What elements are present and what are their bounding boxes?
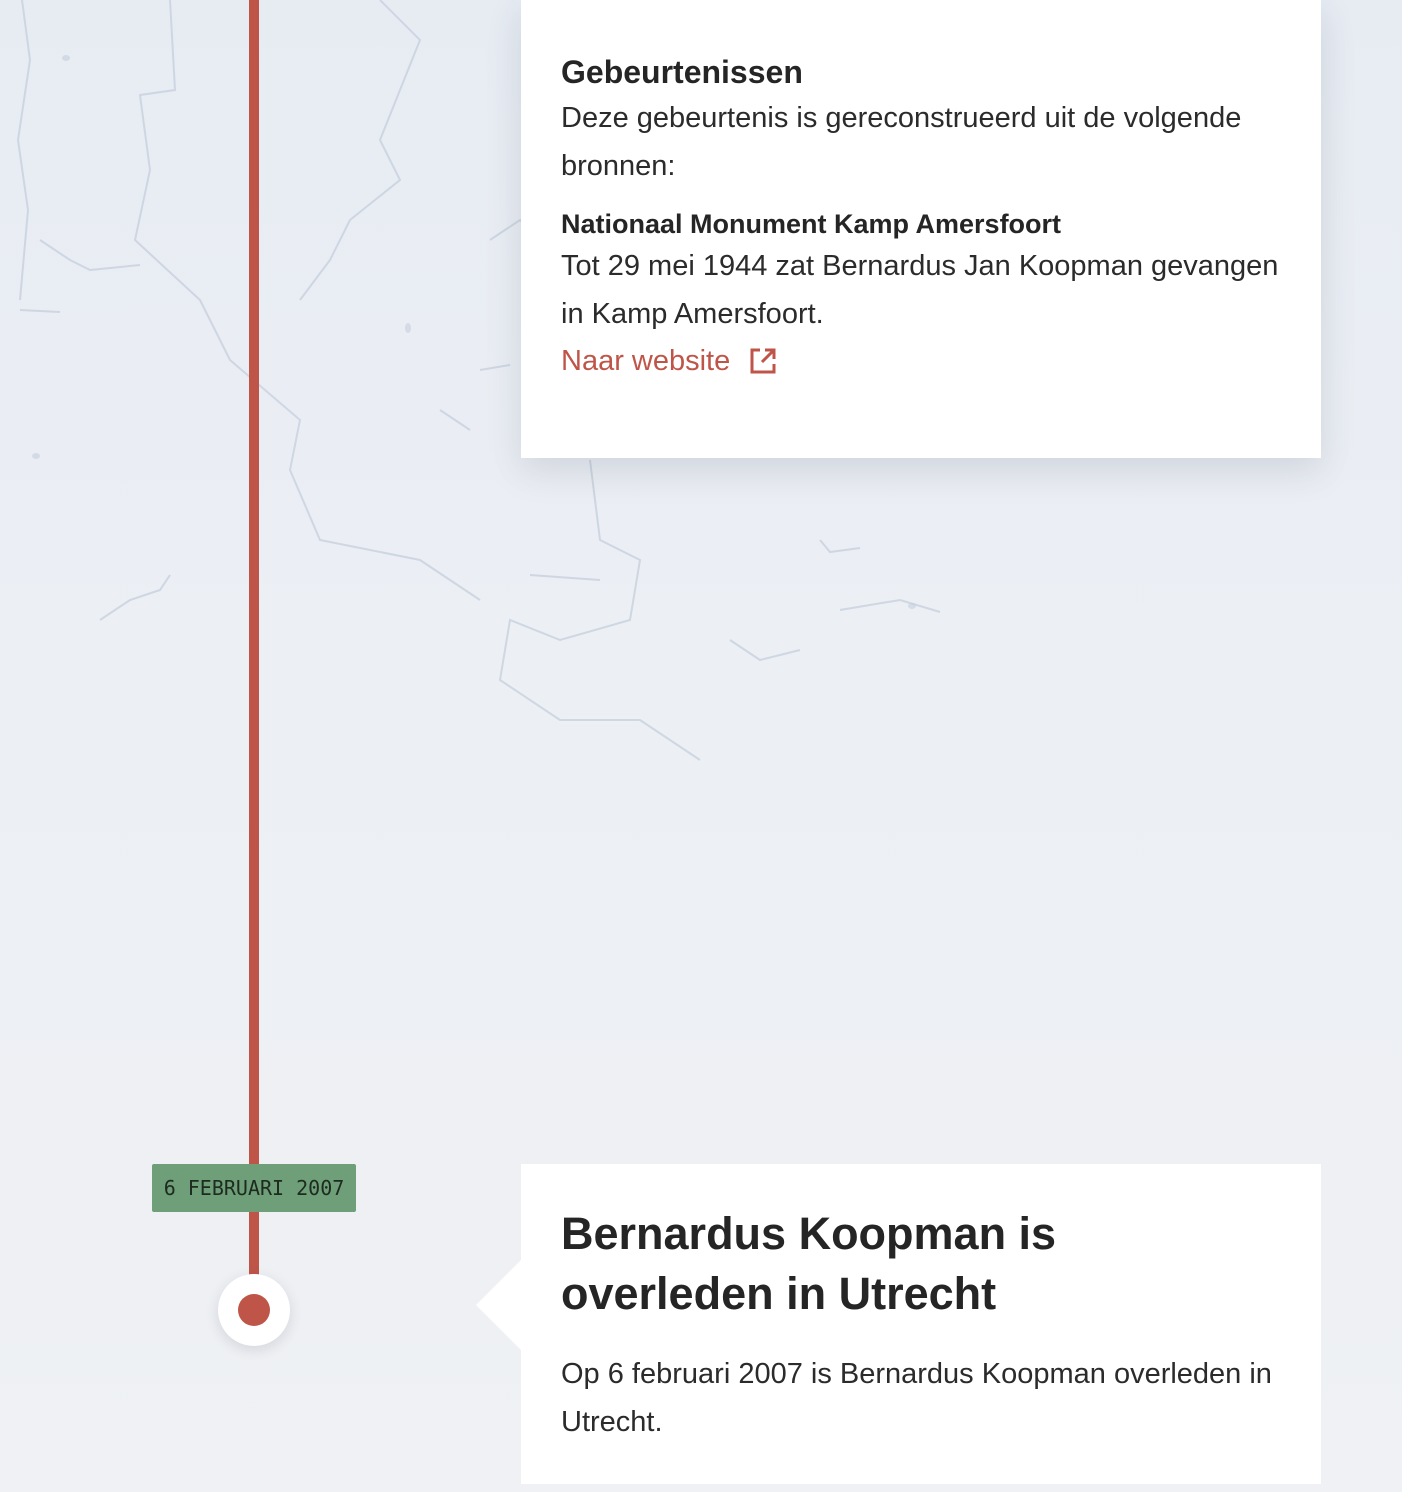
event-title: Bernardus Koopman is overleden in Utrecht [561, 1208, 1057, 1319]
sources-heading: Gebeurtenissen [561, 54, 803, 90]
external-link-icon [748, 346, 778, 376]
event-card-pointer [476, 1260, 521, 1350]
event-description: Op 6 februari 2007 is Bernardus Koopman overleden in Utrecht. [561, 1358, 1272, 1438]
event-date-badge: 6 FEBRUARI 2007 [152, 1164, 356, 1212]
sources-intro: Deze gebeurtenis is gereconstrueerd uit de volgende bronnen: [561, 102, 1242, 182]
source-website-link-label: Naar website [561, 345, 731, 377]
source-name: Nationaal Monument Kamp Amersfoort [561, 209, 1062, 239]
timeline-line [249, 0, 259, 1285]
timeline-marker-dot [238, 1294, 270, 1326]
source-description: Tot 29 mei 1944 zat Bernardus Jan Koopman gevangen in Kamp Amersfoort. [561, 250, 1279, 330]
sources-card [521, 0, 1321, 458]
timeline-marker[interactable] [218, 1274, 290, 1346]
event-card [521, 1164, 1321, 1484]
source-website-link[interactable] [561, 338, 778, 384]
